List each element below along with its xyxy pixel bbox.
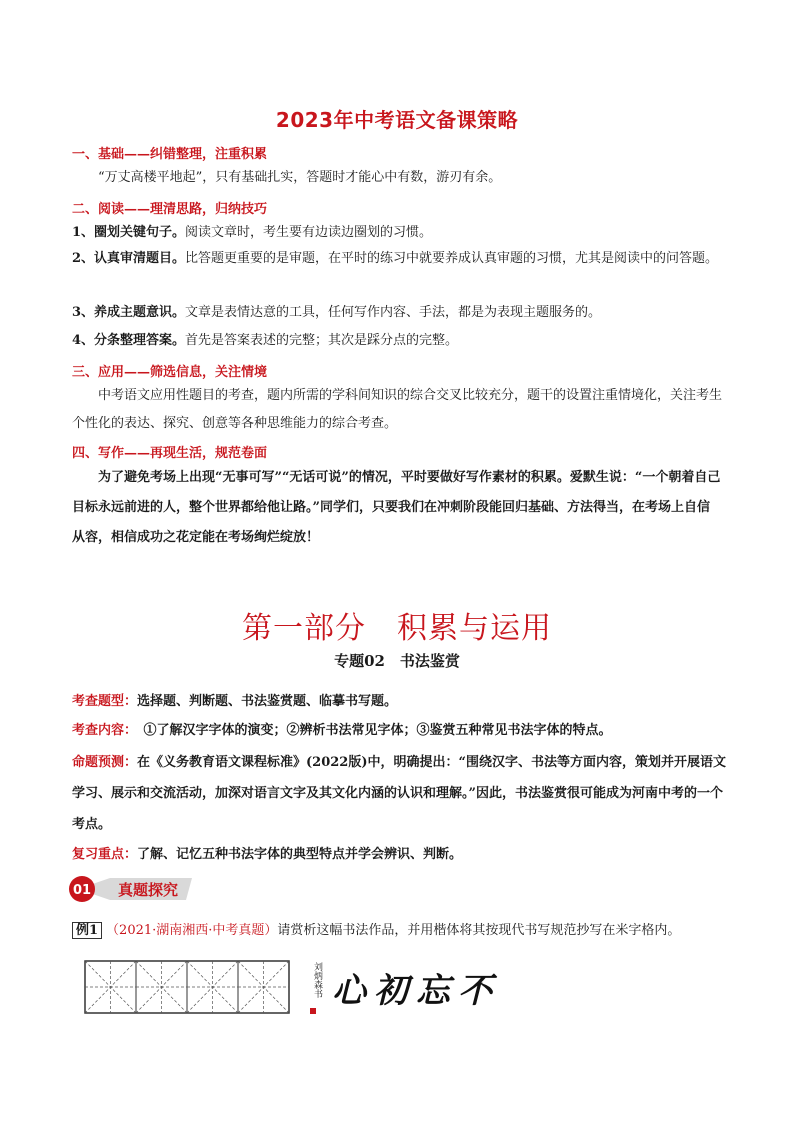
section-heading-application: 三、应用——筛选信息，关注情境 [72, 365, 268, 380]
section-badge [68, 875, 196, 903]
example-text: 请赏析这幅书法作品，并用楷体将其按现代书写规范抄写在米字格内。 [277, 923, 681, 938]
calligraphy-artwork [302, 956, 492, 1018]
calligraphy-char: 忘 [416, 970, 450, 1011]
document-title: 2023年中考语文备课策略 [275, 108, 519, 132]
basics-paragraph: “万丈高楼平地起”，只有基础扎实，答题时才能心中有数，游刃有余。 [98, 170, 502, 185]
info-question-types [72, 688, 732, 716]
reading-item-text: 比答题更重要的是审题，在平时的练习中就要养成认真审题的习惯，尤其是阅读中的问答题。 [185, 251, 719, 266]
section-heading-basics: 一、基础——纠错整理，注重积累 [72, 147, 268, 162]
badge-label: 真题探究 [117, 881, 179, 899]
reading-item [72, 245, 732, 273]
calligraphy-signature: 刘炳森书 [312, 962, 322, 998]
info-text: ①了解汉字字体的演变；②辨析书法常见字体；③鉴赏五种常见书法字体的特点。 [130, 723, 612, 738]
badge-graphic [68, 875, 196, 903]
info-prediction [72, 747, 732, 840]
reading-item-lead: 2、认真审清题目。 [72, 251, 186, 266]
example-source: （2021·湖南湘西·中考真题） [106, 923, 278, 938]
info-content [72, 717, 732, 745]
info-text: 选择题、判断题、书法鉴赏题、临摹书写题。 [137, 694, 398, 709]
calligraphy-characters [332, 962, 492, 1012]
reading-item-lead: 1、圈划关键句子。 [72, 225, 186, 240]
reading-item [72, 219, 732, 247]
badge-number: 01 [72, 883, 92, 898]
info-text: 在《义务教育语文课程标准》(2022版)中，明确提出：“围绕汉字、书法等方面内容，策划并开展语文学习、展示和交流活动，加深对语言文字及其文化内涵的认识和理解。”因此，书法鉴赏很可能成为河南中考的一个考点。 [72, 755, 726, 832]
info-label: 考查内容： [72, 723, 131, 738]
info-label: 命题预测： [72, 755, 138, 770]
seal-stamp [310, 1008, 316, 1014]
info-text: 了解、记忆五种书法字体的典型特点并学会辨识、判断。 [137, 847, 463, 862]
topic-subtitle: 专题02 书法鉴赏 [334, 652, 460, 670]
section-heading-writing: 四、写作——再现生活，规范卷面 [72, 446, 268, 461]
calligraphy-char: 不 [458, 970, 492, 1011]
reading-item-text: 文章是表情达意的工具，任何写作内容、手法，都是为表现主题服务的。 [185, 305, 602, 320]
reading-item [72, 299, 732, 327]
reading-item [72, 327, 732, 355]
application-paragraph: 中考语文应用性题目的考查，题内所需的学科间知识的综合交叉比较充分，题干的设置注重情境化，关注考生个性化的表达、探究、创意等各种思维能力的综合考查。 [72, 388, 723, 431]
calligraphy-char: 初 [374, 970, 408, 1011]
calligraphy-char: 心 [332, 970, 366, 1011]
example-question [72, 917, 680, 945]
mizi-writing-grid[interactable] [84, 960, 290, 1018]
part-title: 第一部分 积累与运用 [242, 611, 552, 646]
info-label: 考查题型： [72, 694, 138, 709]
mizi-grid-graphic[interactable] [84, 960, 290, 1014]
info-review-focus [72, 841, 732, 869]
example-number: 例1 [72, 922, 102, 939]
section-heading-reading: 二、阅读——理清思路，归纳技巧 [72, 202, 268, 217]
reading-item-lead: 3、养成主题意识。 [72, 305, 186, 320]
reading-item-lead: 4、分条整理答案。 [72, 333, 186, 348]
info-label: 复习重点： [72, 847, 138, 862]
writing-paragraph: 为了避免考场上出现“无事可写”“无话可说”的情况，平时要做好写作素材的积累。爱默生说：“一个朝着自己目标永远前进的人，整个世界都给他让路。”同学们，只要我们在冲刺阶段能回归基础、方法得当，在考场上自信从容，相信成功之花定能在考场绚烂绽放！ [72, 470, 721, 545]
reading-item-text: 阅读文章时，考生要有边读边圈划的习惯。 [185, 225, 433, 240]
reading-item-text: 首先是答案表述的完整；其次是踩分点的完整。 [185, 333, 459, 348]
